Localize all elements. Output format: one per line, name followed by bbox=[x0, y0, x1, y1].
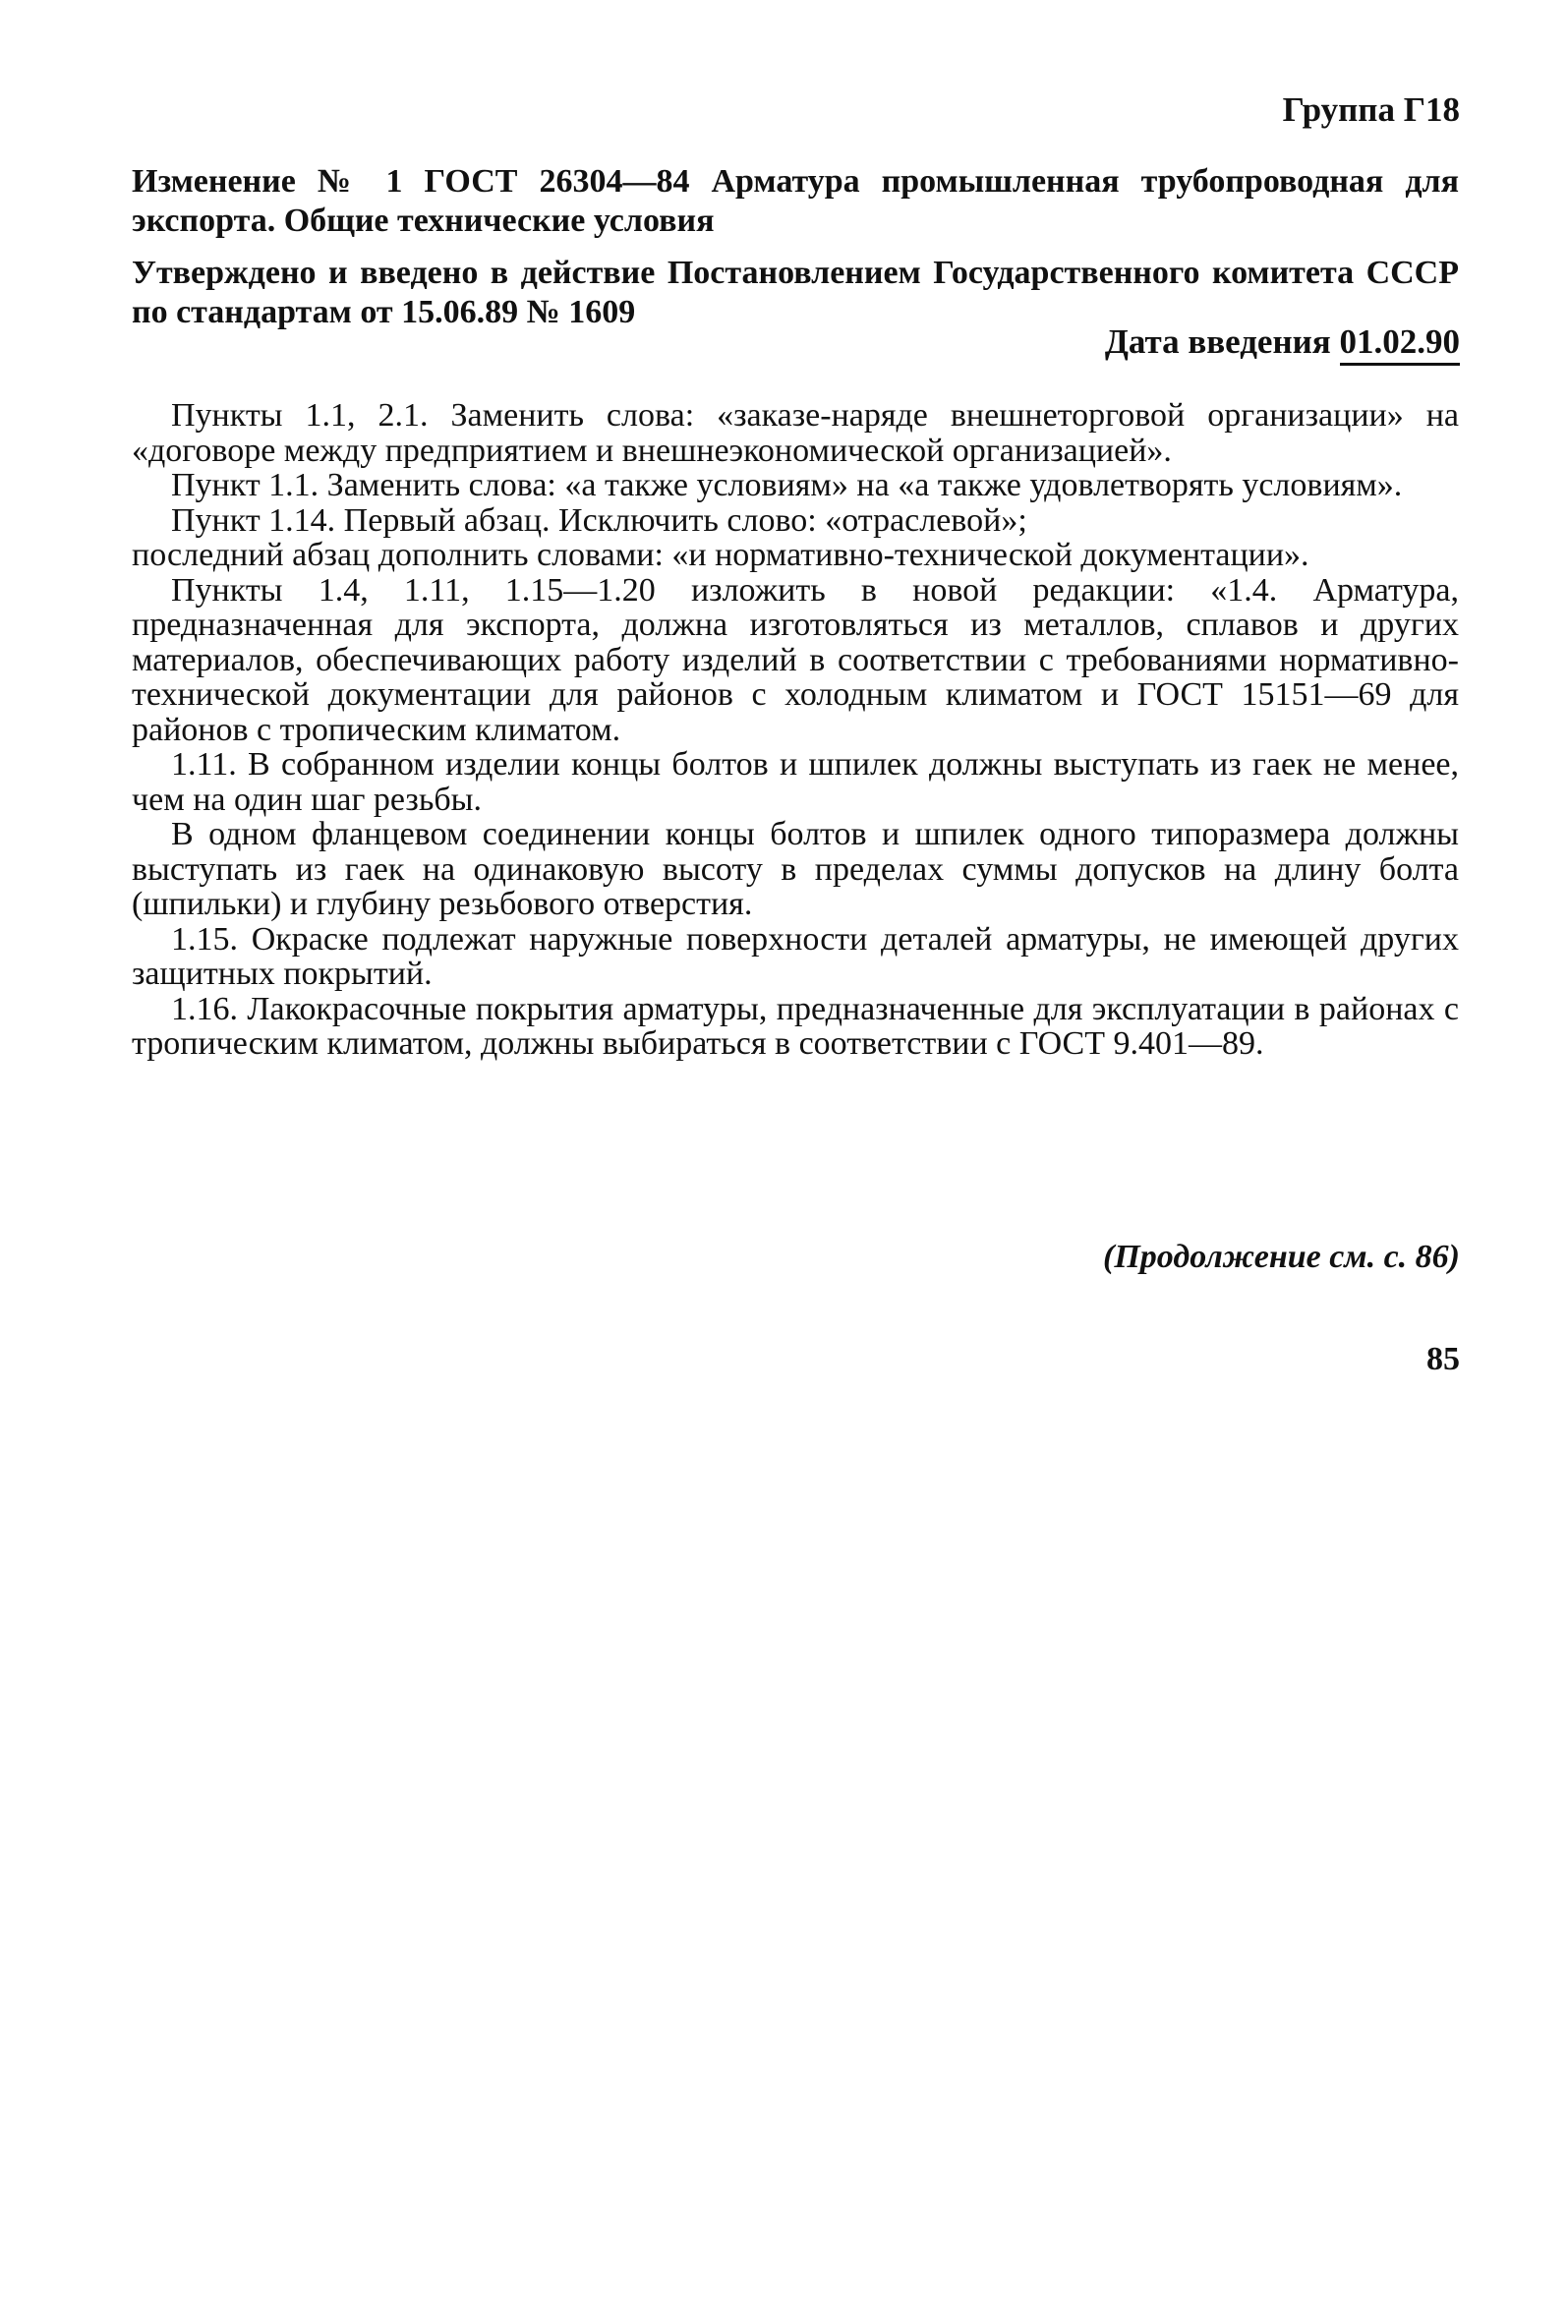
amendment-body bbox=[132, 398, 1459, 1062]
paragraph: Пункты 1.4, 1.11, 1.15—1.20 изложить в новой редакции: «1.4. Арматура, предназначенная для экспорта, должна изготовляться из металлов, сплавов и других материалов, обеспечивающих работу изделий в соответствии с требованиями нормативно-технической документации для районов с холодным климатом и ГОСТ 15151—69 для районов с тропическим климатом. bbox=[132, 571, 1459, 748]
effective-date-value: 01.02.90 bbox=[1340, 322, 1461, 366]
effective-date bbox=[1105, 322, 1460, 362]
page-number: 85 bbox=[1426, 1341, 1460, 1377]
amendment-title: Изменение № 1 ГОСТ 26304—84 Арматура промышленная трубопроводная для экспорта. Общие технические условия bbox=[132, 163, 1459, 239]
effective-date-label: Дата введения bbox=[1104, 322, 1331, 361]
paragraph: В одном фланцевом соединении концы болтов и шпилек одного типоразмера должны выступать из гаек на одинаковую высоту в пределах суммы допусков на длину болта (шпильки) и глубину резьбового отверстия. bbox=[132, 816, 1459, 922]
approval-statement: Утверждено и введено в действие Постановлением Государственного комитета СССР по стандартам от 15.06.89 № 1609 bbox=[132, 255, 1459, 330]
paragraph: последний абзац дополнить словами: «и нормативно-технической документации». bbox=[132, 537, 1309, 573]
paragraph: Пункты 1.1, 2.1. Заменить слова: «заказе-наряде внешнеторговой организации» на «договоре между предприятием и внешнеэкономической организацией». bbox=[132, 397, 1459, 469]
continuation-note: (Продолжение см. с. 86) bbox=[1103, 1239, 1460, 1275]
paragraph: 1.16. Лакокрасочные покрытия арматуры, предназначенные для эксплуатации в районах с тропическим климатом, должны выбираться в соответствии с ГОСТ 9.401—89. bbox=[132, 990, 1459, 1062]
paragraph: 1.11. В собранном изделии концы болтов и шпилек должны выступать из гаек не менее, чем на один шаг резьбы. bbox=[132, 746, 1459, 818]
paragraph: 1.15. Окраске подлежат наружные поверхности деталей арматуры, не имеющей других защитных покрытий. bbox=[132, 920, 1459, 992]
group-code: Группа Г18 bbox=[1282, 90, 1460, 129]
paragraph: Пункт 1.1. Заменить слова: «а также условиям» на «а также удовлетворять условиям». bbox=[171, 467, 1403, 503]
paragraph: Пункт 1.14. Первый абзац. Исключить слово: «отраслевой»; bbox=[171, 501, 1027, 539]
